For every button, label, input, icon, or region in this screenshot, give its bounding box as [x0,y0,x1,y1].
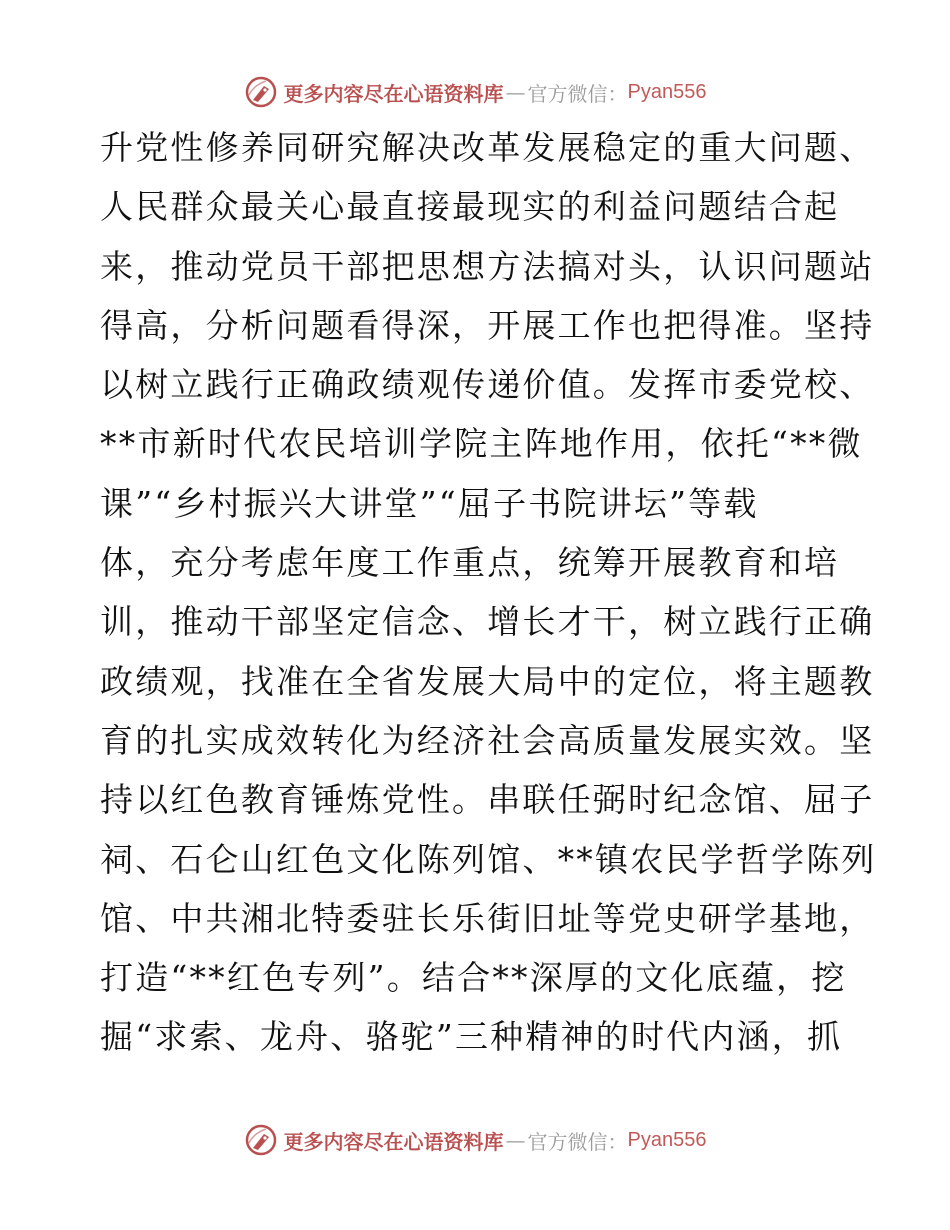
watermark-dash: — [505,1128,526,1152]
watermark-wechat-id: Pyan556 [627,1128,707,1151]
text-line: 打造“**红色专列”。结合**深厚的文化底蕴，挖 [100,958,847,998]
watermark-dash: — [505,80,526,104]
watermark-wechat-id: Pyan556 [627,80,707,103]
text-line: 课”“乡村振兴大讲堂”“屈子书院讲坛”等载 [100,483,759,523]
text-line: 来，推动党员干部把思想方法搞对头，认识问题站 [100,246,875,286]
text-line: 得高，分析问题看得深，开展工作也把得准。坚持 [100,305,875,345]
text-line: 以树立践行正确政绩观传递价值。发挥市委党校、 [100,365,875,405]
pen-nib-logo-icon [244,1123,278,1157]
text-line: 祠、石仑山红色文化陈列馆、**镇农民学哲学陈列 [100,839,877,879]
text-line: 育的扎实成效转化为经济社会高质量发展实效。坚 [100,720,875,760]
text-line: **市新时代农民培训学院主阵地作用，依托“**微 [100,424,863,464]
pen-nib-logo-icon [244,75,278,109]
text-line: 体，充分考虑年度工作重点，统筹开展教育和培 [100,543,840,583]
watermark-wechat-label: 官方微信： [527,81,628,106]
watermark-title: 更多内容尽在心语资料库 [283,1129,504,1154]
text-line: 持以红色教育锤炼党性。串联任弼时纪念馆、屈子 [100,780,875,820]
header-watermark [0,72,950,112]
footer-watermark [0,1120,950,1160]
document-body [100,118,877,1067]
text-line: 馆、中共湘北特委驻长乐街旧址等党史研学基地， [100,898,875,938]
text-line: 人民群众最关心最直接最现实的利益问题结合起 [100,187,840,227]
watermark-title: 更多内容尽在心语资料库 [283,81,504,106]
text-line: 升党性修养同研究解决改革发展稳定的重大问题、 [100,128,875,167]
watermark-wechat-label: 官方微信： [527,1129,628,1154]
text-line: 政绩观，找准在全省发展大局中的定位，将主题教 [100,661,875,701]
text-line: 掘“求索、龙舟、骆驼”三种精神的时代内涵，抓 [100,1017,843,1057]
text-line: 训，推动干部坚定信念、增长才干，树立践行正确 [100,602,875,642]
